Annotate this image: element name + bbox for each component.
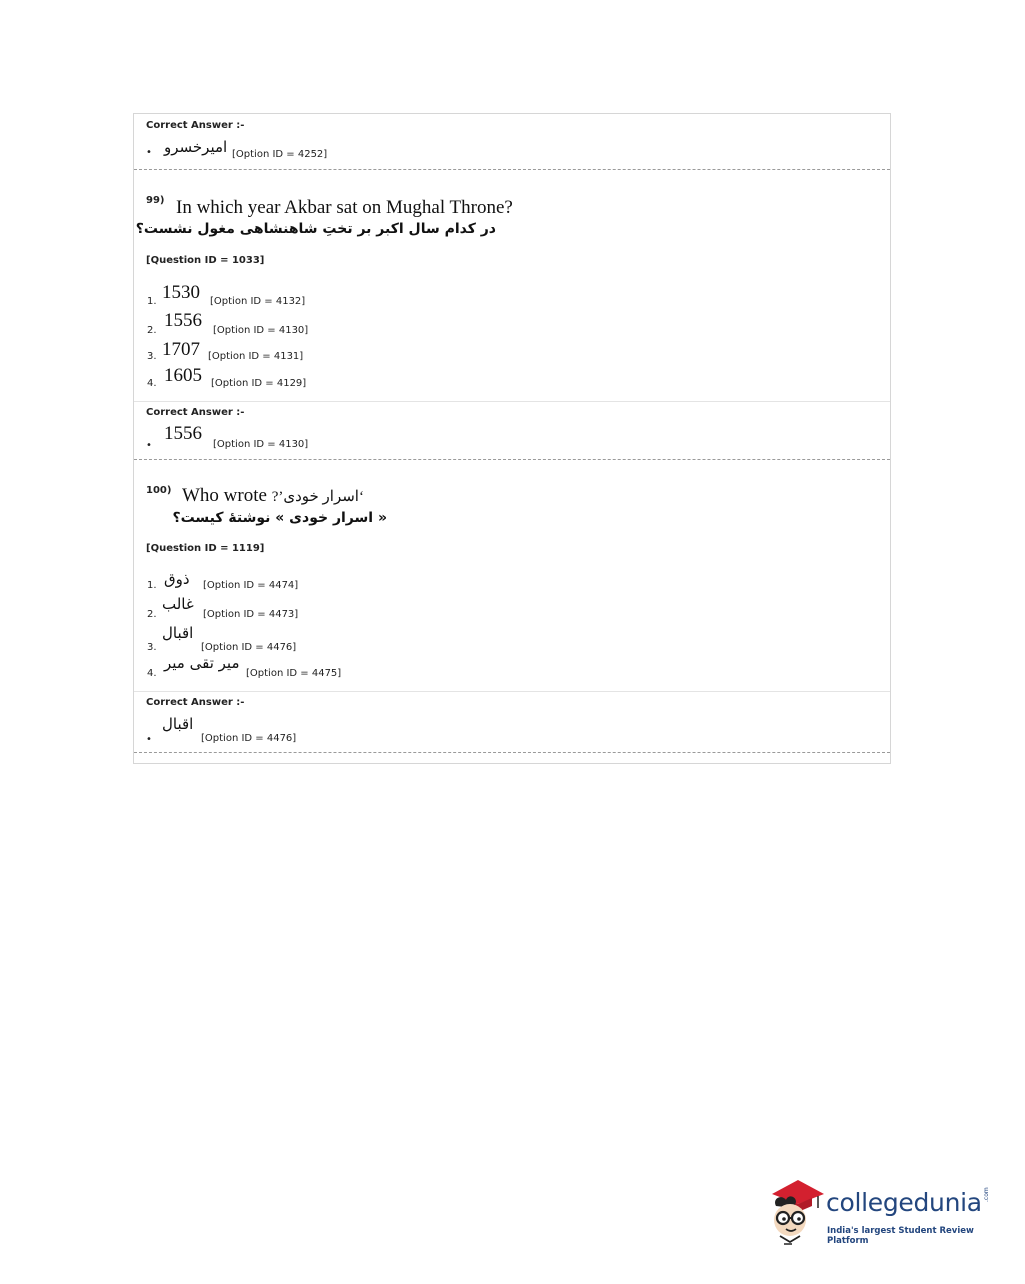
divider (134, 691, 890, 692)
question-number: 100) (146, 485, 172, 496)
prev-correct-answer-label: Correct Answer :- (146, 120, 245, 131)
prev-answer-value: امیرخسرو (164, 138, 228, 156)
option-number: 2. (147, 325, 157, 336)
option-value: ذوق (164, 570, 190, 588)
answer-bullet: • (146, 440, 152, 451)
question-text-ur: در کدام سال اکبر بر تختِ شاهنشاهی مغول نشست؟ (135, 221, 496, 237)
logo-wordmark: collegedunia (826, 1188, 982, 1217)
option-number: 1. (147, 580, 157, 591)
option-value: غالب (162, 595, 194, 613)
option-number: 1. (147, 296, 157, 307)
question-id: [Question ID = 1033] (146, 255, 265, 266)
option-id: [Option ID = 4132] (210, 296, 306, 307)
prev-answer-bullet: • (146, 147, 152, 158)
option-value: میر تقی میر (164, 654, 240, 672)
option-value: 1707 (162, 339, 200, 360)
question-text-en: In which year Akbar sat on Mughal Throne? (176, 197, 513, 218)
question-number: 99) (146, 195, 165, 206)
option-number: 4. (147, 668, 157, 679)
answer-bullet: • (146, 734, 152, 745)
logo-tagline: India's largest Student Review Platform (827, 1226, 974, 1246)
option-id: [Option ID = 4130] (213, 325, 309, 336)
divider (134, 401, 890, 402)
option-id: [Option ID = 4476] (201, 642, 297, 653)
option-value: 1605 (164, 365, 202, 386)
correct-answer-label: Correct Answer :- (146, 697, 245, 708)
option-number: 4. (147, 378, 157, 389)
correct-answer-value: 1556 (164, 423, 202, 444)
correct-answer-option-id: [Option ID = 4476] (201, 733, 297, 744)
option-value: 1530 (162, 282, 200, 303)
divider (134, 752, 890, 753)
question-text-en-prefix: Who wrote (182, 485, 267, 506)
correct-answer-label: Correct Answer :- (146, 407, 245, 418)
divider (134, 459, 890, 460)
question-text-en-quote: ‘اسرار خودی’? (271, 489, 364, 505)
divider (134, 169, 890, 170)
correct-answer-option-id: [Option ID = 4130] (213, 439, 309, 450)
option-id: [Option ID = 4131] (208, 351, 304, 362)
option-id: [Option ID = 4129] (211, 378, 307, 389)
question-text-en (182, 485, 364, 507)
correct-answer-value: اقبال (162, 715, 194, 733)
option-value: اقبال (162, 624, 194, 642)
collegedunia-logo (766, 1176, 996, 1246)
logo-com: .com (983, 1187, 990, 1202)
option-value: 1556 (164, 310, 202, 331)
question-id: [Question ID = 1119] (146, 543, 265, 554)
question-paper-sheet (133, 113, 891, 764)
question-text-ur: « اسرار خودی » نوشتهٔ کیست؟ (172, 510, 387, 526)
option-id: [Option ID = 4475] (246, 668, 342, 679)
option-id: [Option ID = 4473] (203, 609, 299, 620)
mascot-icon (766, 1176, 826, 1246)
option-number: 2. (147, 609, 157, 620)
option-id: [Option ID = 4474] (203, 580, 299, 591)
option-number: 3. (147, 642, 157, 653)
prev-answer-option-id: [Option ID = 4252] (232, 149, 328, 160)
option-number: 3. (147, 351, 157, 362)
